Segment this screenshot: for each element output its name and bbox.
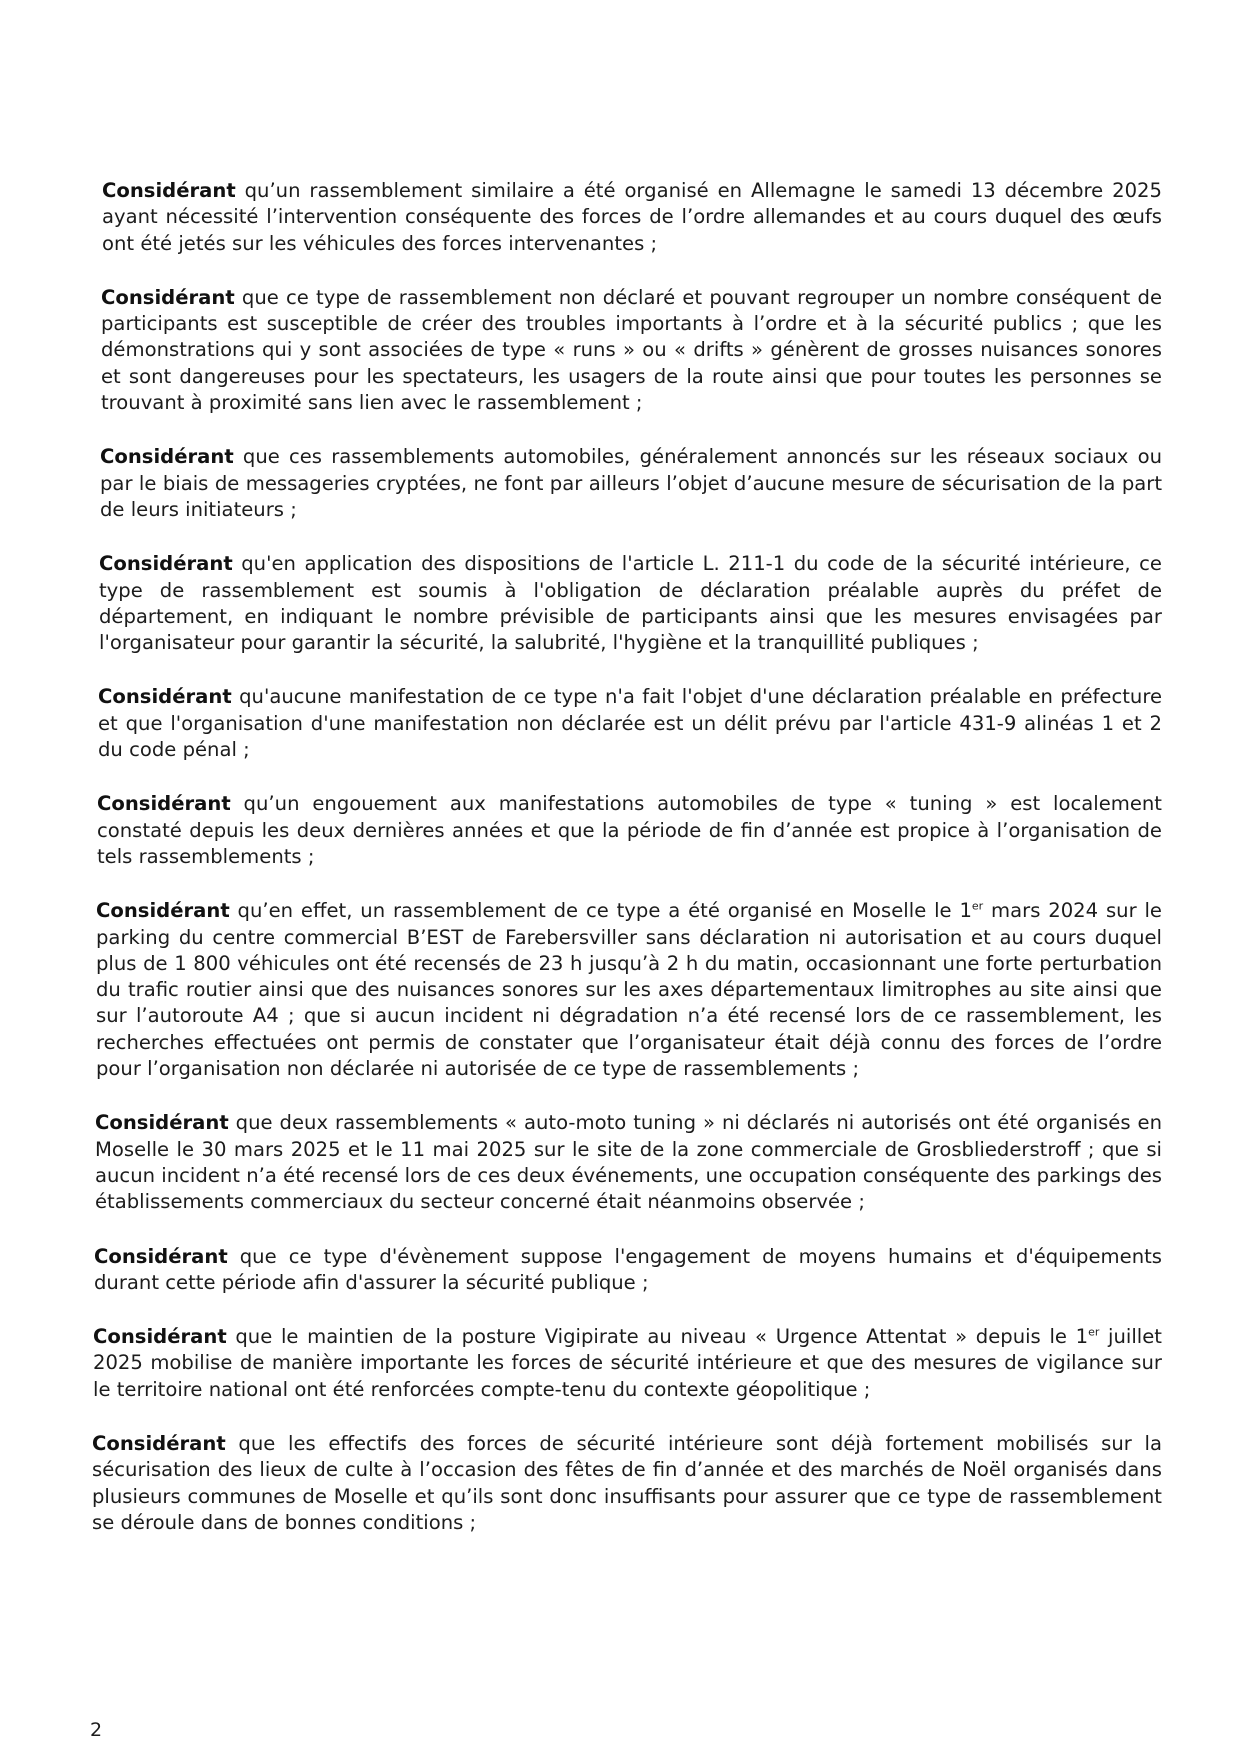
paragraph-considerant xyxy=(95,1110,1162,1215)
paragraph-text: qu’un rassemblement similaire a été organisé en Allemagne le samedi 13 décembre 2025 ayant nécessité l’intervention conséquente des forces de l’ordre allemandes et au cours duquel des œufs ont été jetés sur les véhicules des forces intervenantes ; xyxy=(102,179,1162,255)
page-number: 2 xyxy=(90,1719,103,1741)
paragraph-lead: Considérant xyxy=(95,1111,229,1135)
paragraph-lead: Considérant xyxy=(99,552,233,576)
paragraph-considerant xyxy=(94,1244,1162,1297)
paragraph-considerant xyxy=(101,285,1162,416)
paragraph-lead: Considérant xyxy=(97,792,231,816)
paragraph-text: que deux rassemblements « auto-moto tuning » ni déclarés ni autorisés ont été organisés en Moselle le 30 mars 2025 et le 11 mai 2025 sur le site de la zone commerciale de Grosbliederstroff ; que si aucun incident n’a été recensé lors de ces deux événements, une occupation conséquente des parkings des établissements commerciaux du secteur concerné était néanmoins observée ; xyxy=(95,1111,1162,1214)
paragraph-lead: Considérant xyxy=(93,1325,227,1349)
ordinal-superscript: er xyxy=(1088,1325,1100,1339)
paragraph-lead: Considérant xyxy=(94,1244,228,1268)
paragraph-lead: Considérant xyxy=(101,285,235,309)
paragraph-lead: Considérant xyxy=(102,179,236,202)
paragraph-text: mars 2024 sur le parking du centre commercial B’EST de Farebersviller sans déclaration ni autorisation et au cours duquel plus de 1 800 véhicules ont été recensés de 23 h jusqu’à 2 h du matin, occasionnant une forte perturbation du trafic routier ainsi que des nuisances sonores sur les axes départementaux limitrophes au site ainsi que sur l’autoroute A4 ; que si aucun incident ni dégradation n’a été recensé lors de ce rassemblement, les recherches effectuées ont permis de constater que l’organisateur était déjà connu des forces de l’ordre pour l’organisation non déclarée ni autorisée de ce type de rassemblements ; xyxy=(96,899,1162,1081)
paragraph-text: que ce type d'évènement suppose l'engagement de moyens humains et d'équipements durant cette période afin d'assurer la sécurité publique ; xyxy=(94,1244,1162,1294)
paragraph-considerant xyxy=(100,444,1162,523)
paragraph-lead: Considérant xyxy=(100,445,234,469)
ordinal-superscript: er xyxy=(971,899,984,913)
document-body xyxy=(92,178,1162,1564)
paragraph-considerant xyxy=(93,1324,1162,1403)
paragraph-text: qu'aucune manifestation de ce type n'a fait l'objet d'une déclaration préalable en préfecture et que l'organisation d'une manifestation non déclarée est un délit prévu par l'article 431-9 alinéas 1 et 2 du code pénal ; xyxy=(98,685,1162,762)
paragraph-text: qu’en effet, un rassemblement de ce type a été organisé en Moselle le 1 xyxy=(229,899,972,923)
paragraph-considerant xyxy=(102,178,1162,257)
paragraph-considerant xyxy=(98,684,1162,763)
paragraph-lead: Considérant xyxy=(98,685,232,709)
paragraph-text: qu’un engouement aux manifestations automobiles de type « tuning » est localement constaté depuis les deux dernières années et que la période de fin d’année est propice à l’organisation de tels rassemblements ; xyxy=(97,792,1162,868)
paragraph-lead: Considérant xyxy=(96,899,230,923)
paragraph-considerant xyxy=(97,791,1162,870)
paragraph-text: que ce type de rassemblement non déclaré et pouvant regrouper un nombre conséquent de participants est susceptible de créer des troubles importants à l’ordre et à la sécurité publics ; que les démonstrations qui y sont associées de type « runs » ou « drifts » génèrent de grosses nuisances sonores et sont dangereuses pour les spectateurs, les usagers de la route ainsi que pour toutes les personnes se trouvant à proximité sans lien avec le rassemblement ; xyxy=(101,285,1162,415)
paragraph-considerant xyxy=(96,898,1162,1082)
paragraph-text: que les effectifs des forces de sécurité intérieure sont déjà fortement mobilisés sur la sécurisation des lieux de culte à l’occasion des fêtes de fin d’année et des marchés de Noël organisés dans plusieurs communes de Moselle et qu’ils sont donc insuffisants pour assurer que ce type de rassemblement se déroule dans de bonnes conditions ; xyxy=(92,1431,1162,1534)
paragraph-text: qu'en application des dispositions de l'article L. 211-1 du code de la sécurité intérieure, ce type de rassemblement est soumis à l'obligation de déclaration préalable auprès du préfet de département, en indiquant le nombre prévisible de participants ainsi que les mesures envisagées par l'organisateur pour garantir la sécurité, la salubrité, l'hygiène et la tranquillité publiques ; xyxy=(99,552,1162,655)
paragraph-considerant xyxy=(92,1431,1162,1536)
paragraph-considerant xyxy=(99,551,1162,656)
paragraph-lead: Considérant xyxy=(92,1431,226,1455)
paragraph-text: que le maintien de la posture Vigipirate au niveau « Urgence Attentat » depuis le 1 xyxy=(226,1325,1089,1349)
paragraph-text: juillet 2025 mobilise de manière importante les forces de sécurité intérieure et que des mesures de vigilance sur le territoire national ont été renforcées compte-tenu du contexte géopolitique ; xyxy=(93,1325,1162,1401)
paragraph-text: que ces rassemblements automobiles, généralement annoncés sur les réseaux sociaux ou par le biais de messageries cryptées, ne font par ailleurs l’objet d’aucune mesure de sécurisation de la part de leurs initiateurs ; xyxy=(100,445,1162,521)
